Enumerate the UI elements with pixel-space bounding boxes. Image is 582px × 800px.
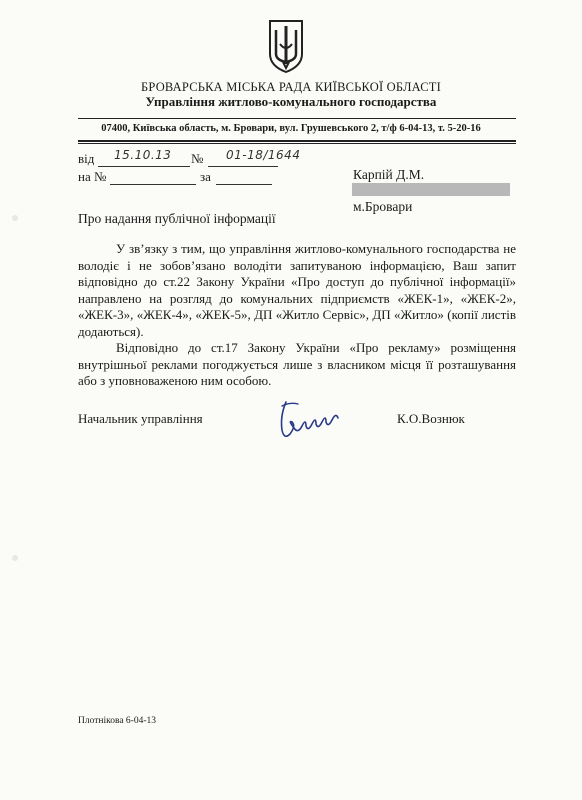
to-number-line <box>110 184 196 185</box>
punch-hole <box>12 215 18 221</box>
header-divider <box>78 118 516 119</box>
signatory-name: К.О.Вознюк <box>397 411 465 426</box>
department-address: 07400, Київська область, м. Бровари, вул. Грушевського 2, т/ф 6-04-13, т. 5-20-16 <box>101 123 481 134</box>
handwritten-signature <box>276 396 348 444</box>
address-divider <box>78 140 516 142</box>
executor-note: Плотнікова 6-04-13 <box>78 716 157 726</box>
redacted-address <box>352 183 510 196</box>
outgoing-number: 01-18/1644 <box>226 148 301 162</box>
to-date-line <box>216 184 272 185</box>
signatory-title: Начальник управління <box>78 411 203 426</box>
body-paragraph-2: Відповідно до ст.17 Закону України «Про рекламу» розміщення внутрішньої реклами погоджується лише з власником місця її розташування або з уповноваженою ним особою. <box>78 340 516 388</box>
trident-icon <box>266 18 306 74</box>
letter-subject: Про надання публічної інформації <box>78 211 276 226</box>
number-sign: № <box>191 151 204 166</box>
letter-body <box>78 241 516 390</box>
body-paragraph-1: У зв’язку з тим, що управління житлово-комунального господарства не володіє і не зобов’язано володіти запитуваною інформацією, Ваш запит відповідно до ст.22 Закону України «Про доступ до публічної інформації» направлено на розгляд до комунальних підприємств «ЖЕК-1», «ЖЕК-2», «ЖЕК-3», «ЖЕК-4», «ЖЕК-5», ДП «Житло Сервіс», ДП «Житло» (копії листів додаються). <box>78 241 516 339</box>
date-line <box>98 166 190 167</box>
from-label: від <box>78 151 95 166</box>
department-name: Управління житлово-комунального господарства <box>145 94 437 109</box>
outgoing-date: 15.10.13 <box>114 148 172 162</box>
recipient-name: Карпій Д.М. <box>353 167 425 182</box>
punch-hole <box>12 555 18 561</box>
to-number-label: на № <box>78 169 107 184</box>
recipient-city: м.Бровари <box>353 199 413 214</box>
address-divider-thin <box>78 143 516 144</box>
to-date-label: за <box>200 169 211 184</box>
number-line <box>208 166 278 167</box>
council-name: БРОВАРСЬКА МІСЬКА РАДА КИЇВСЬКОЇ ОБЛАСТІ <box>141 80 441 94</box>
